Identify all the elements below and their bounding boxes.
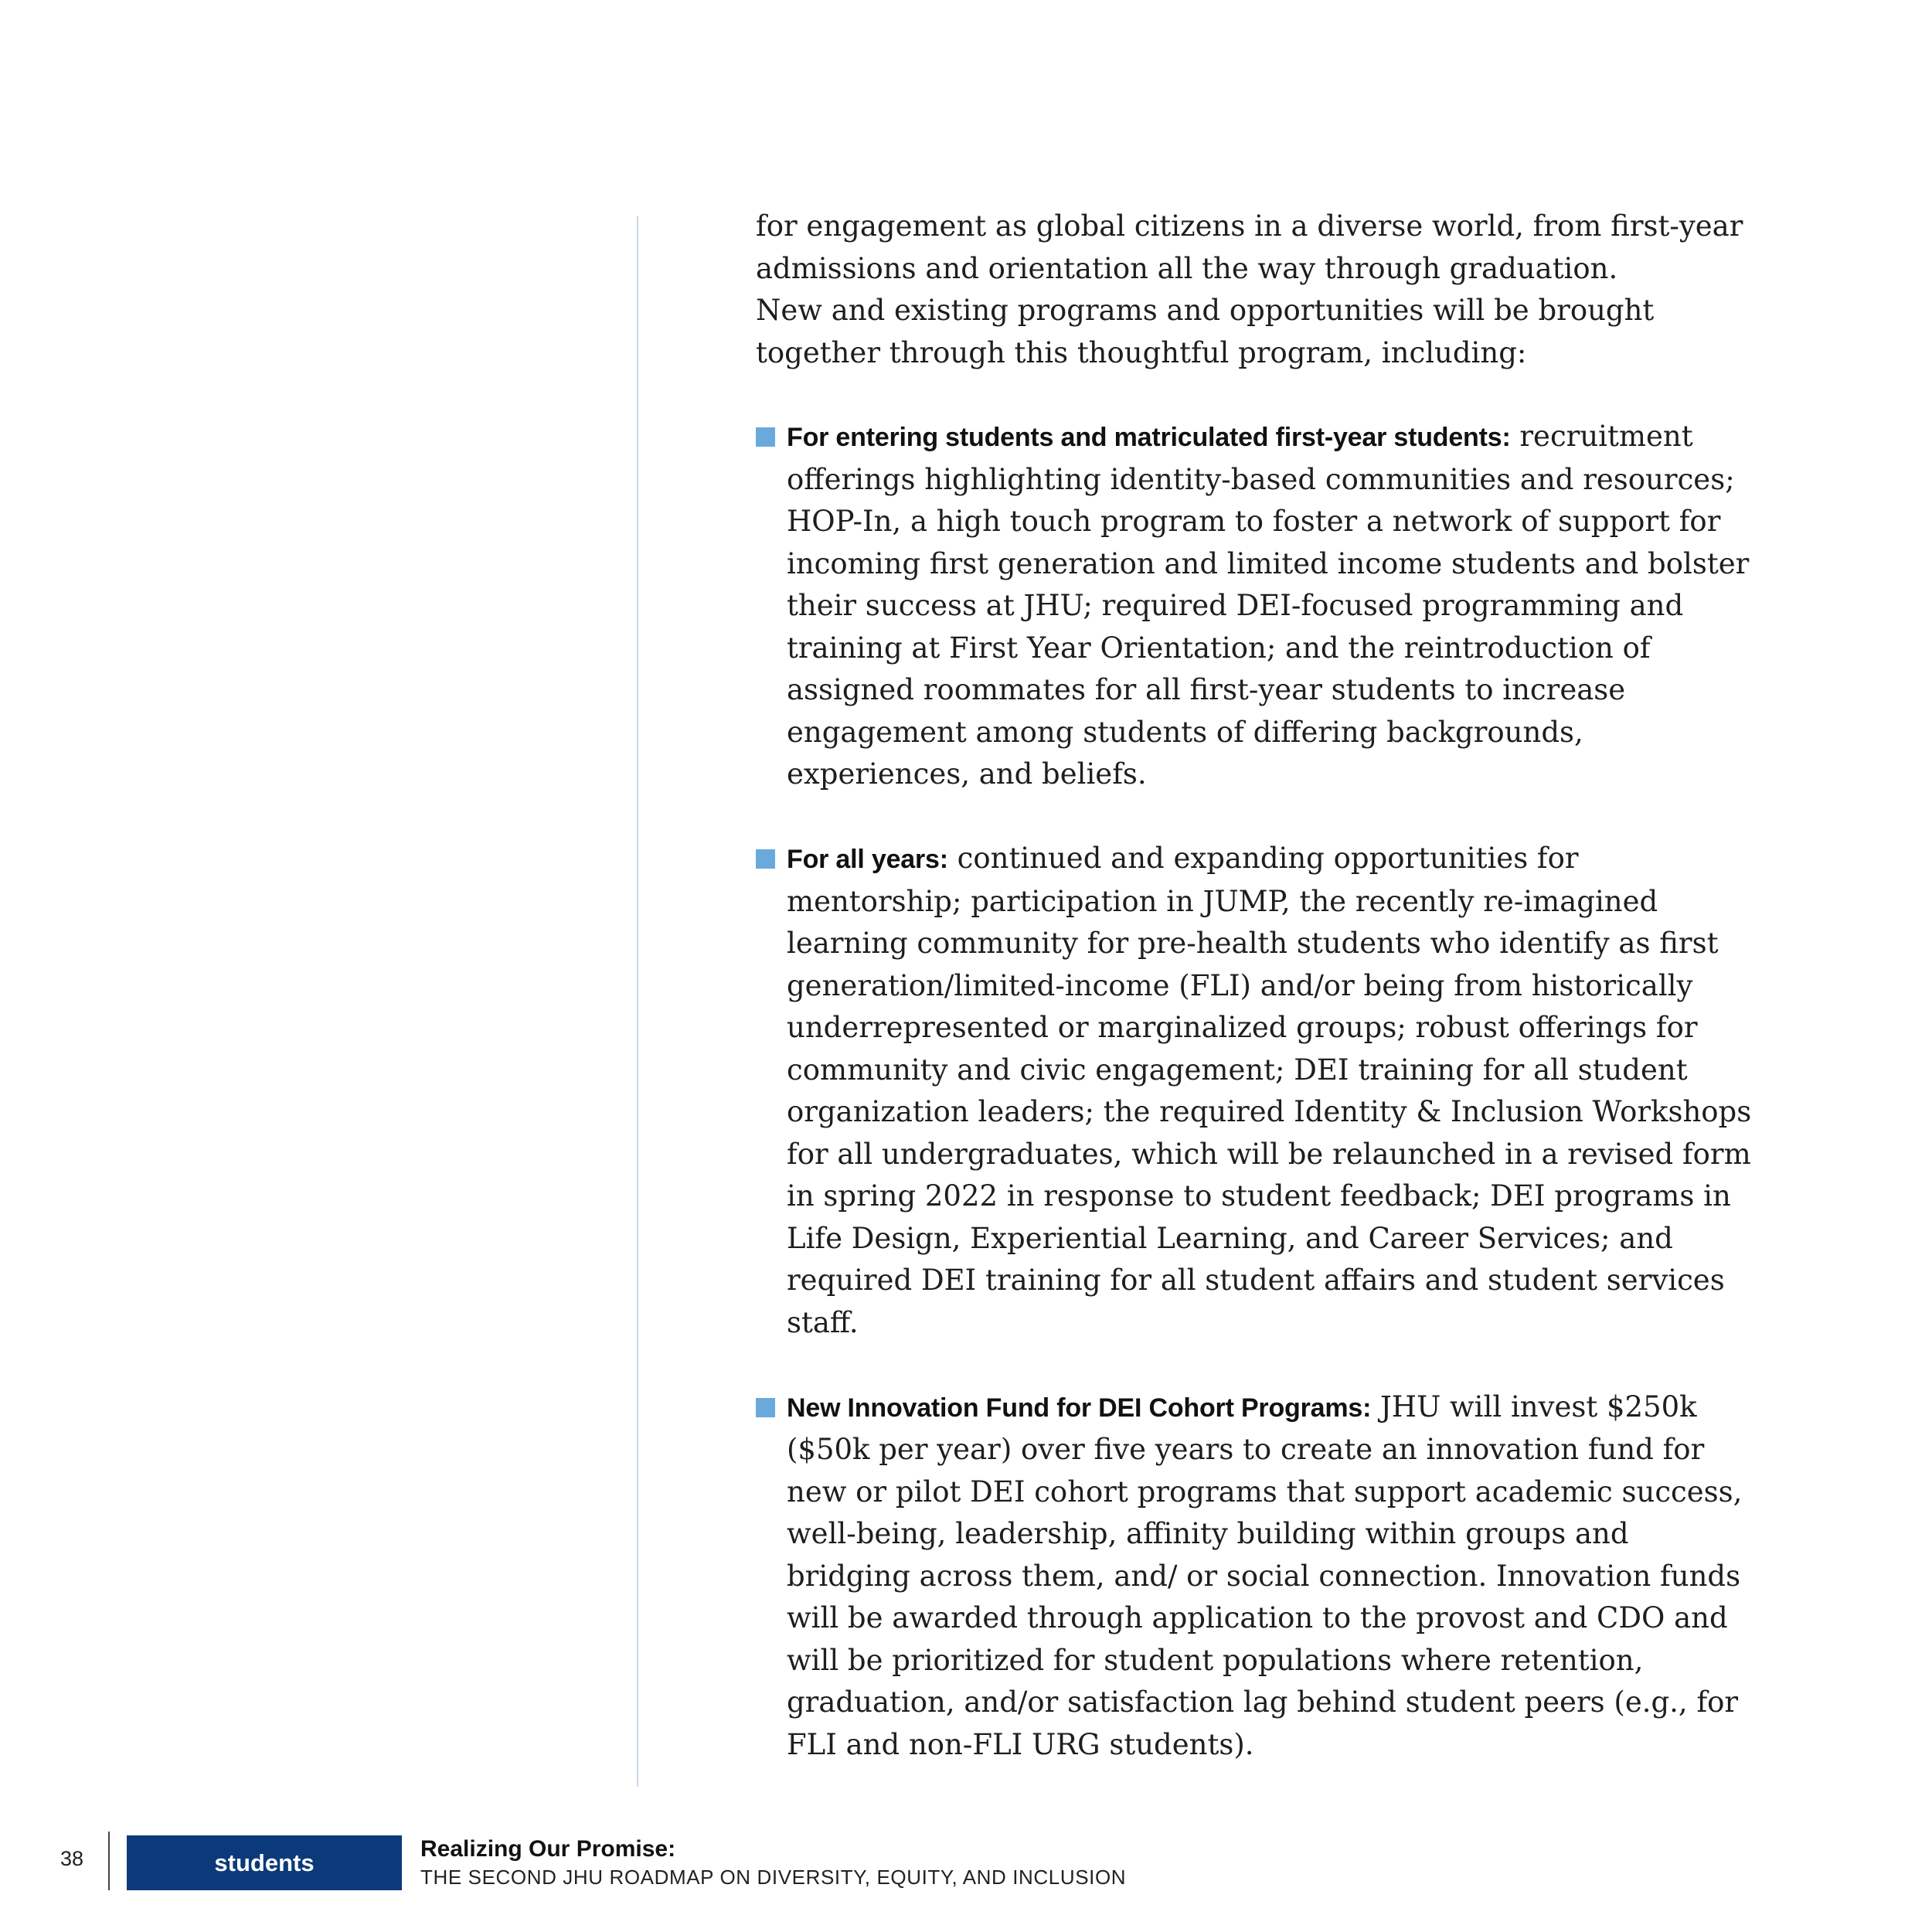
intro-line-continuation: for engagement as global citizens in a diverse world, from first-year admissions and orientation all the way through graduation.: [756, 209, 1743, 285]
intro-paragraph: [756, 206, 1753, 374]
column-divider: [637, 216, 638, 1787]
bullet-text: continued and expanding opportunities for mentorship; participation in JUMP, the recently re-imagined learning community for pre-health students who identify as first generation/limited-income (FLI) and/or being from historically underrepresented or marginalized groups; robust offerings for community and civic engagement; DEI training for all student organization leaders; the required Identity & Inclusion Workshops for all undergraduates, which will be relaunched in a revised form in spring 2022 in response to student feedback; DEI programs in Life Design, Experiential Learning, and Career Services; and required DEI training for all student affairs and student services staff.: [787, 842, 1752, 1339]
square-bullet-icon: [756, 1398, 775, 1417]
report-title: Realizing Our Promise:: [420, 1836, 676, 1862]
page-number: 38: [60, 1847, 84, 1870]
footer-divider: [108, 1832, 110, 1890]
intro-line-programs: New and existing programs and opportunities will be brought together through this thoughtful program, including:: [756, 294, 1655, 369]
report-subtitle: THE SECOND JHU ROADMAP ON DIVERSITY, EQUITY, AND INCLUSION: [420, 1866, 1127, 1889]
page-footer: [0, 1832, 1932, 1893]
body-text: [756, 206, 1753, 1808]
bullet-heading: New Innovation Fund for DEI Cohort Programs:: [787, 1393, 1372, 1423]
square-bullet-icon: [756, 427, 775, 447]
bullet-text: recruitment offerings highlighting identity-based communities and resources; HOP-In, a high touch program to foster a network of support for incoming first generation and limited income students and bolster their success at JHU; required DEI-focused programming and training at First Year Orientation; and the reintroduction of assigned roommates for all first-year students to increase engagement among students of differing backgrounds, experiences, and beliefs.: [787, 420, 1750, 791]
section-tab: [127, 1835, 402, 1890]
bullet-innovation-fund: [756, 1386, 1753, 1767]
bullet-entering-students: [756, 416, 1753, 796]
bullet-all-years: [756, 838, 1753, 1344]
square-bullet-icon: [756, 849, 775, 869]
section-tab-label: students: [214, 1849, 315, 1876]
bullet-text: JHU will invest $250k ($50k per year) over five years to create an innovation fund for new or pilot DEI cohort programs that support academic success, well-being, leadership, affinity building within groups and bridging across them, and/ or social connection. Innovation funds will be awarded through application to the provost and CDO and will be prioritized for student populations where retention, graduation, and/or satisfaction lag behind student peers (e.g., for FLI and non-FLI URG students).: [787, 1389, 1743, 1761]
bullet-heading: For all years:: [787, 845, 948, 874]
program-bullet-list: [756, 416, 1753, 1766]
bullet-heading: For entering students and matriculated first-year students:: [787, 423, 1511, 452]
